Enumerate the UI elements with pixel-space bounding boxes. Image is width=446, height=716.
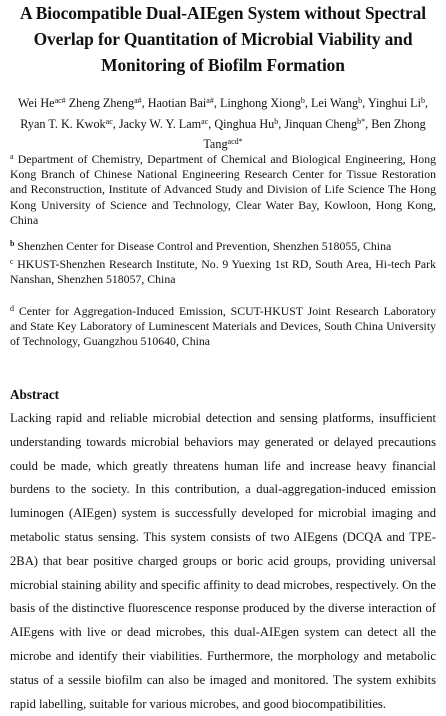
author: Ben Zhong Tang$^{acd*}$ — [203, 116, 426, 151]
author-affiliation-mark: b — [300, 96, 305, 105]
author: Zheng Zheng$^{a\#}$ — [68, 96, 142, 110]
affiliation-d — [10, 304, 436, 350]
affiliation-c — [10, 257, 436, 287]
author-affiliation-mark: a# — [134, 96, 142, 105]
author: Ryan T. K. Kwok$^{ac}$ — [20, 116, 113, 131]
author: Lei Wang$^b$ — [310, 96, 363, 110]
affiliation-mark: b — [10, 239, 15, 248]
author-affiliation-mark: b — [358, 96, 363, 105]
affiliation-text: HKUST-Shenzhen Research Institute, No. 9 Yuexing 1st RD, South Area, Hi-tech Park Nanshan, Shenzhen 518057, China — [10, 257, 436, 287]
affiliation-a — [10, 152, 436, 228]
author-affiliation-mark: ac — [201, 116, 209, 126]
author: Linghong Xiong$^b$ — [219, 96, 305, 110]
author-affiliation-mark: b — [274, 116, 279, 126]
affiliation-mark: d — [10, 304, 14, 313]
affiliation-text: Department of Chemistry, Department of Chemical and Biological Engineering, Hong Kong Branch of Chinese National Engineering Research Center for Tissue Restoration and Reconstruction, Institute of Advanced Study and Division of Life Science The Hong Kong University of Science and Technology, Clear Water Bay, Kowloon, Hong Kong, China — [10, 152, 436, 227]
affiliation-b — [10, 239, 436, 254]
author: Qinghua Hu$^b$ — [214, 116, 279, 131]
author: Yinghui Li$^b$ — [367, 96, 425, 110]
affiliation-mark: a — [10, 152, 14, 161]
author-affiliation-mark: ac# — [54, 96, 66, 105]
author-affiliation-mark: a# — [206, 96, 214, 105]
author: Jinquan Cheng$^{b*}$ — [284, 116, 366, 131]
paper-title: A Biocompatible Dual-AIEgen System without Spectral Overlap for Quantitation of Microbial Viability and Monitoring of Biofilm Formation — [20, 3, 426, 75]
abstract-heading: Abstract — [10, 387, 60, 402]
affiliation-mark: c — [10, 257, 14, 266]
abstract-text: Lacking rapid and reliable microbial detection and sensing platforms, insufficient understanding towards microbial behaviors may generated or delayed precautions could be made, which greatly threatens human life and increase heavy financial burdens to the society. In this contribution, a dual-aggregation-induced emission luminogen (AIEgen) system is successfully developed for microbial imaging and metabolic status sensing. This system consists of two AIEgens (DCQA and TPE-2BA) that bear positive charged groups or boric acid groups, providing universal microbial staining ability and specific affinity to dead microbes, respectively. On the basis of the distinctive fluorescence response produced by the diverse interaction of AIEgens with live or dead microbes, this dual-AIEgen system can detect all the microbe and identify their viabilities. Furthermore, the morphology and metabolic status of a sessile biofilm can also be imaged and monitored. The system exhibits rapid labelling, suitable for various microbes, and good biocompatibilities. — [10, 411, 436, 711]
author: Jacky W. Y. Lam$^{ac}$ — [118, 116, 209, 131]
affiliation-text: Center for Aggregation-Induced Emission, SCUT-HKUST Joint Research Laboratory and State Key Laboratory of Luminescent Materials and Devices, South China University of Technology, Guangzhou 510640, China — [10, 304, 436, 349]
author-affiliation-mark: b* — [357, 116, 366, 126]
author: Haotian Bai$^{a\#}$ — [147, 96, 214, 110]
author: Wei $He^{ac\#}$ — [17, 96, 66, 110]
author-list: Wei $He^{ac\#}$ Zheng Zheng$^{a\#}$, Haotian Bai$^{a\#}$, Linghong Xiong$^b$, Lei Wang$^b$, Yinghui Li$^b$, Ryan T. K. Kwok$^{ac}$, Jacky W. Y. Lam$^{ac}$, Qinghua Hu$^b$, Jinquan Cheng$^{b*}$, Ben Zhong Tang$^{acd*}$ — [17, 96, 429, 151]
author-affiliation-mark: acd* — [227, 137, 243, 146]
author-affiliation-mark: ac — [105, 116, 113, 126]
author-affiliation-mark: b — [420, 96, 425, 105]
affiliation-text: Shenzhen Center for Disease Control and Prevention, Shenzhen 518055, China — [17, 239, 392, 253]
